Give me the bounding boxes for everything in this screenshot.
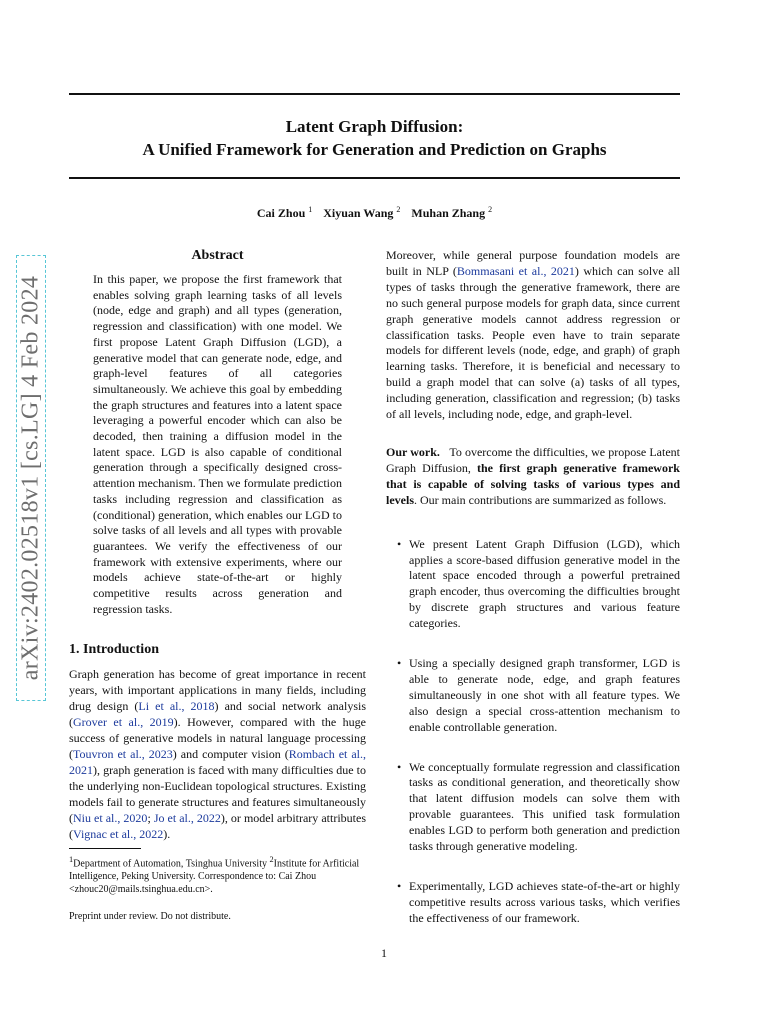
intro-paragraph-continued: Moreover, while general purpose foundation models are built in NLP (Bommasani et al., 2021) which can solve all types of tasks through the generative framework, there are no such general purpose models for graph data, since current graph generative models cannot address regression or classification tasks. People even have to train separate models for different levels (node, edge, and graph) of graph learning tasks. Therefore, it is beneficial and necessary to build a graph model that can solve (a) tasks of all types, including generation, classification and regression; (b) tasks of all levels, including node, edge, and graph-level. [386, 248, 680, 422]
footnote-rule [69, 848, 141, 849]
arxiv-stamp: arXiv:2402.02518v1 [cs.LG] 4 Feb 2024 [17, 275, 44, 681]
author-name: Cai Zhou [256, 206, 306, 220]
author-affiliation-mark: 2 [396, 205, 401, 214]
contribution-list [386, 537, 680, 927]
author-name: Xiyuan Wang [323, 206, 394, 220]
title-rule-bottom [69, 177, 680, 179]
list-item: • We conceptually formulate regression and classification tasks as conditional generation, and theoretically show that latent diffusion models can solve them with provable guarantees. This unified task formulation enables LGD to perform both generation and prediction tasks through generative modeling. [386, 760, 680, 855]
citation-link[interactable]: Li et al., 2018 [138, 699, 215, 714]
title-line-2: A Unified Framework for Generation and Prediction on Graphs [142, 140, 607, 159]
citation-link[interactable]: Grover et al., 2019 [73, 715, 174, 730]
title-line-1: Latent Graph Diffusion: [285, 117, 464, 136]
affiliation-footnote: $^1$Department of Automation, Tsinghua University $^2$Institute for Arfiticial Intelligence, Peking University. Correspondence to: Cai Zhou <zhouc20@mails.tsinghua.edu.cn>. [69, 855, 360, 895]
author-list [69, 205, 680, 221]
list-item: • Using a specially designed graph transformer, LGD is able to generate node, edge, and graph features simultaneously in one shot with all feature types. We also design a special cross-attention mechanism to enable controllable generation. [386, 656, 680, 736]
paragraph-heading-our-work: Our work. [386, 444, 440, 459]
right-column [386, 248, 680, 951]
citation-link[interactable]: Touvron et al., 2023 [73, 747, 173, 761]
author-name: Muhan Zhang [411, 206, 486, 220]
intro-paragraph: Graph generation has become of great importance in recent years, with important applications in many fields, including drug design (Li et al., 2018) and social network analysis (Grover et al., 2019). However, compared with the huge success of generative models in natural language processing (Touvron et al., 2023) and computer vision (Rombach et al., 2021), graph generation is faced with many difficulties due to the underlying non-Euclidean topological structures. Existing models fail to generate structures and features simultaneously (Niu et al., 2020; Jo et al., 2022), or model arbitrary attributes (Vignac et al., 2022). [69, 667, 367, 841]
citation-link[interactable]: Vignac et al., 2022 [73, 826, 164, 841]
citation-link[interactable]: Bommasani et al., 2021 [456, 263, 575, 278]
preprint-notice: Preprint under review. Do not distribute. [69, 910, 231, 922]
abstract-text: In this paper, we propose the first framework that enables solving graph learning tasks of all levels (node, edge and graph) and all types (generation, regression and classification) with one model. We first propose Latent Graph Diffusion (LGD), a generative model that can generate node, edge, and graph-level features of all categories simultaneously. We achieve this goal by embedding the graph structures and features into a latent space leveraging a powerful encoder which can also be decoded, then training a diffusion model in the latent space. LGD is also capable of conditional generation through a specifically designed cross-attention mechanism. Then we formulate prediction tasks including regression and classification as (conditional) generation, which enables our LGD to solve tasks of all levels and all types with provable guarantees. We verify the effectiveness of our framework with extensive experiments, where our models achieve state-of-the-art or highly competitive results across generation and regression tasks. [93, 272, 342, 616]
citation-link[interactable]: Jo et al., 2022 [153, 810, 221, 825]
author-affiliation-mark: 2 [488, 205, 493, 214]
citation-link[interactable]: Rombach et al., 2021 [69, 747, 367, 777]
paper-title [69, 115, 680, 161]
title-rule-top [69, 93, 680, 95]
page-number: 1 [381, 946, 387, 960]
section-heading-introduction: 1. Introduction [69, 642, 159, 658]
author-affiliation-mark: 1 [308, 205, 313, 214]
abstract-heading: Abstract [191, 248, 244, 263]
left-column [69, 246, 366, 922]
our-work-paragraph: Our work. To overcome the difficulties, we propose Latent Graph Diffusion, the first graph generative framework that is capable of solving tasks of various types and levels. Our main contributions are summarized as follows. [386, 444, 680, 507]
list-item: • Experimentally, LGD achieves state-of-the-art or highly competitive results across various tasks, which verifies the effectiveness of our framework. [386, 879, 680, 927]
citation-link[interactable]: Niu et al., 2020 [73, 810, 148, 825]
list-item: • We present Latent Graph Diffusion (LGD), which applies a score-based diffusion generative model in the latent space encoded through a powerful pretrained graph encoder, thus overcoming the difficulties brought by discrete graph structures and various feature categories. [386, 537, 680, 632]
